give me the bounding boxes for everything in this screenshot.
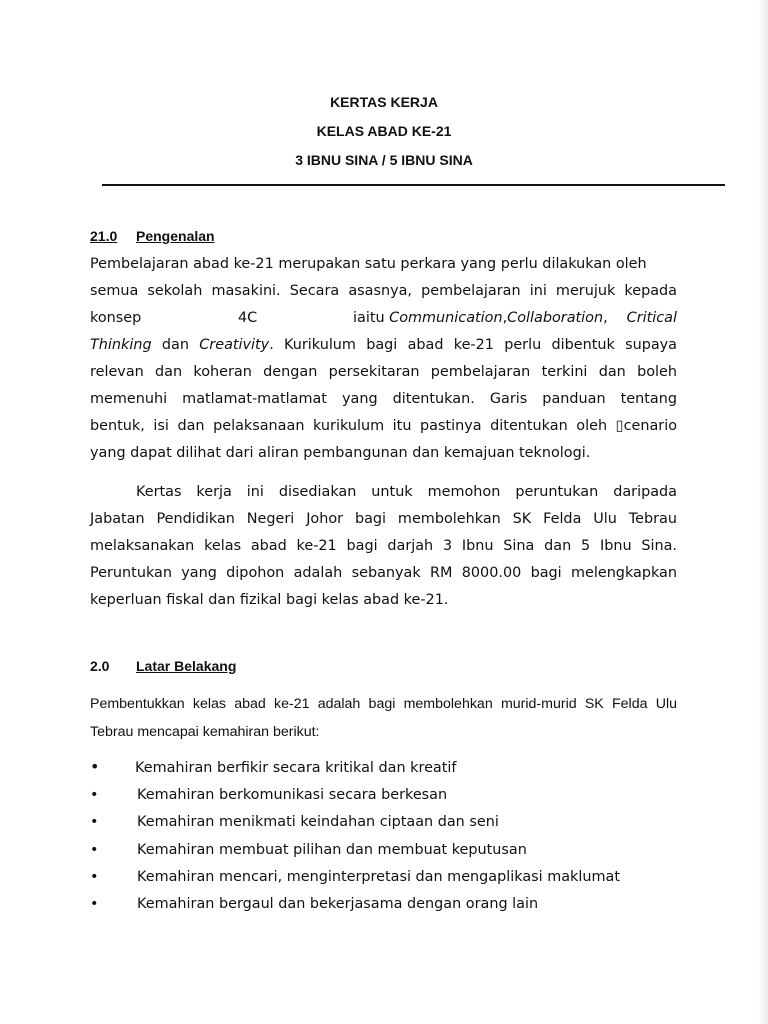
list-item: • Kemahiran mencari, menginterpretasi dan mengaplikasi maklumat	[90, 864, 620, 891]
bullet-icon: •	[90, 787, 99, 803]
bullet-icon: •	[90, 814, 99, 830]
text-line: semua sekolah masakini. Secara asasnya, pembelajaran ini merujuk kepada	[90, 283, 677, 299]
section2-number: 2.0	[90, 658, 110, 674]
text-line: Kertas kerja ini disediakan untuk memohon peruntukan daripada	[136, 484, 677, 500]
section1-title: Pengenalan	[136, 228, 215, 244]
list-item: • Kemahiran membuat pilihan dan membuat keputusan	[90, 837, 527, 864]
text-line: melaksanakan kelas abad ke-21 bagi darjah 3 Ibnu Sina dan 5 Ibnu Sina.	[90, 538, 677, 554]
text-line: Jabatan Pendidikan Negeri Johor bagi membolehkan SK Felda Ulu Tebrau	[90, 511, 677, 527]
text-line: Peruntukan yang dipohon adalah sebanyak RM 8000.00 bagi melengkapkan	[90, 565, 677, 581]
text-line: bentuk, isi dan pelaksanaan kurikulum itu pastinya ditentukan oleh ▯cenario	[90, 418, 677, 434]
text-line: keperluan fiskal dan fizikal bagi kelas abad ke-21.	[90, 592, 449, 608]
text-line: Tebrau mencapai kemahiran berikut:	[90, 724, 320, 740]
list-item: • Kemahiran berkomunikasi secara berkesan	[90, 782, 447, 809]
text-line: Pembelajaran abad ke-21 merupakan satu perkara yang perlu dilakukan oleh	[90, 256, 647, 272]
section1-number: 21.0	[90, 228, 118, 244]
bullet-icon: •	[90, 869, 99, 885]
list-item: • Kemahiran menikmati keindahan ciptaan dan seni	[90, 809, 499, 836]
list-item: • Kemahiran bergaul dan bekerjasama dengan orang lain	[90, 891, 538, 918]
text-line: relevan dan koheran dengan persekitaran pembelajaran terkini dan boleh	[90, 364, 677, 380]
text-line: Thinking dan Creativity. Kurikulum bagi abad ke-21 perlu dibentuk supaya	[90, 337, 678, 353]
bullet-icon: •	[90, 896, 99, 912]
text-line: yang dapat dilihat dari aliran pembangunan dan kemajuan teknologi.	[90, 445, 591, 461]
section2-title: Latar Belakang	[136, 658, 237, 674]
doc-subtitle: KELAS ABAD KE-21	[316, 123, 452, 139]
list-item: • Kemahiran berfikir secara kritikal dan kreatif	[90, 753, 456, 780]
text-line: konsep 4C iaitu Communication,Collaboration, Critical	[90, 310, 677, 326]
header-rule	[102, 184, 725, 186]
doc-title: KERTAS KERJA	[330, 94, 438, 110]
bullet-icon: •	[90, 757, 100, 776]
doc-class-line: 3 IBNU SINA / 5 IBNU SINA	[295, 152, 473, 168]
text-line: memenuhi matlamat-matlamat yang ditentukan. Garis panduan tentang	[90, 391, 677, 407]
bullet-icon: •	[90, 842, 99, 858]
text-line: Pembentukkan kelas abad ke-21 adalah bagi membolehkan murid-murid SK Felda Ulu	[90, 696, 677, 712]
